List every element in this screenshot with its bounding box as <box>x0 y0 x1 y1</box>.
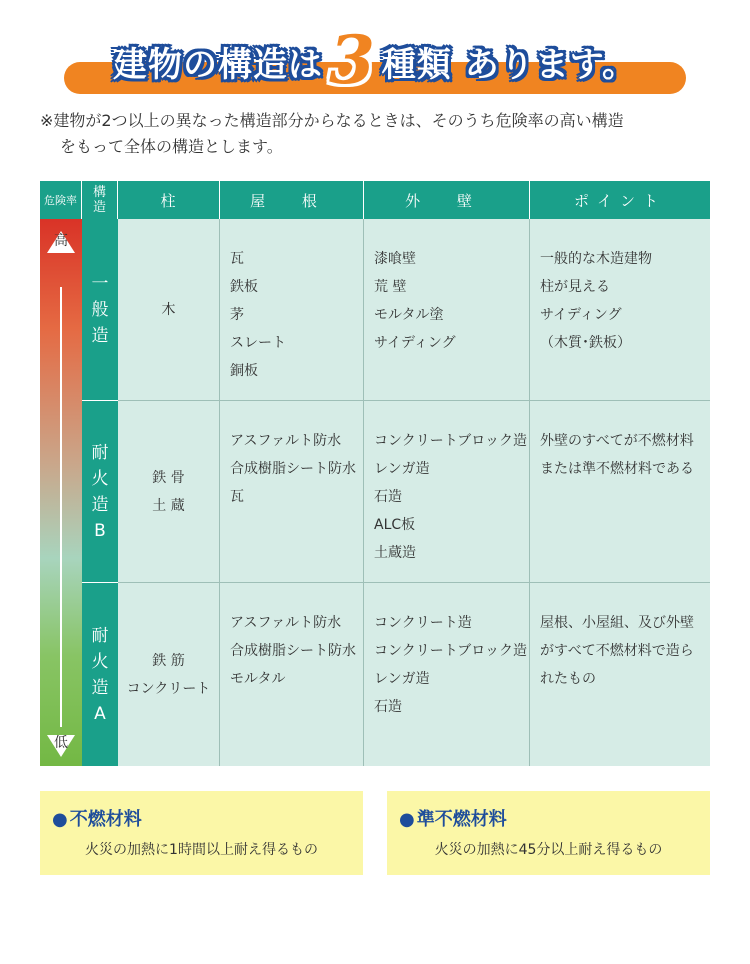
header-structure <box>82 181 118 219</box>
row-fireproof-a-wall: コンクリート造 コンクリートブロック造 レンガ造 石造 <box>364 583 530 766</box>
row-fireproof-b-pillar: 鉄 骨 土 蔵 <box>118 401 220 583</box>
bullet-dot-icon: ● <box>52 809 68 830</box>
risk-low-label: 低 <box>54 735 68 751</box>
header-point: ポイント <box>530 181 710 219</box>
header-roof: 屋 根 <box>220 181 364 219</box>
row-general-pillar: 木 <box>118 219 220 401</box>
note-line-2: をもって全体の構造とします。 <box>60 137 283 156</box>
row-fireproof-b-point: 外壁のすべてが不燃材料 または準不燃材料である <box>530 401 710 583</box>
bullet-dot-icon: ● <box>399 809 415 830</box>
title-number: 3 <box>328 21 376 99</box>
row-kind-fireproof-a: 耐火造A <box>82 583 118 766</box>
row-general-wall: 漆喰壁 荒 壁 モルタル塗 サイディング <box>364 219 530 401</box>
title-part1: 建物の構造は <box>112 45 323 85</box>
row-fireproof-b-wall: コンクリートブロック造 レンガ造 石造 ALC板 土蔵造 <box>364 401 530 583</box>
definition-quasi-nonflammable <box>387 791 710 875</box>
risk-gradient-bar <box>40 219 82 766</box>
structure-table <box>40 181 710 766</box>
risk-arrow-shaft <box>60 287 62 727</box>
row-general-roof: 瓦 鉄板 茅 スレート 銅板 <box>220 219 364 401</box>
row-kind-fireproof-b: 耐火造B <box>82 401 118 583</box>
header-structure-bottom: 造 <box>92 200 106 215</box>
header-risk: 危険率 <box>40 181 82 219</box>
definition-term: 準不燃材料 <box>416 809 507 830</box>
structure-note <box>40 108 730 160</box>
page-title <box>0 21 750 99</box>
header-exterior-wall: 外 壁 <box>364 181 530 219</box>
row-fireproof-b-roof: アスファルト防水 合成樹脂シート防水 瓦 <box>220 401 364 583</box>
title-part2: 種類 あります。 <box>381 45 638 85</box>
definition-term: 不燃材料 <box>69 809 142 830</box>
definition-desc: 火災の加熱に1時間以上耐え得るもの <box>85 842 318 858</box>
note-line-1: ※建物が2つ以上の異なった構造部分からなるときは、そのうち危険率の高い構造 <box>40 111 624 130</box>
row-fireproof-a-roof: アスファルト防水 合成樹脂シート防水 モルタル <box>220 583 364 766</box>
header-pillar: 柱 <box>118 181 220 219</box>
risk-high-label: 高 <box>54 233 68 249</box>
row-kind-general: 一般造 <box>82 219 118 401</box>
row-general-point: 一般的な木造建物 柱が見える サイディング （木質･鉄板） <box>530 219 710 401</box>
definition-nonflammable <box>40 791 363 875</box>
row-fireproof-a-pillar: 鉄 筋 コンクリート <box>118 583 220 766</box>
header-structure-top: 構 <box>92 185 106 200</box>
row-fireproof-a-point: 屋根、小屋組、及び外壁 がすべて不燃材料で造ら れたもの <box>530 583 710 766</box>
definition-desc: 火災の加熱に45分以上耐え得るもの <box>434 842 663 858</box>
